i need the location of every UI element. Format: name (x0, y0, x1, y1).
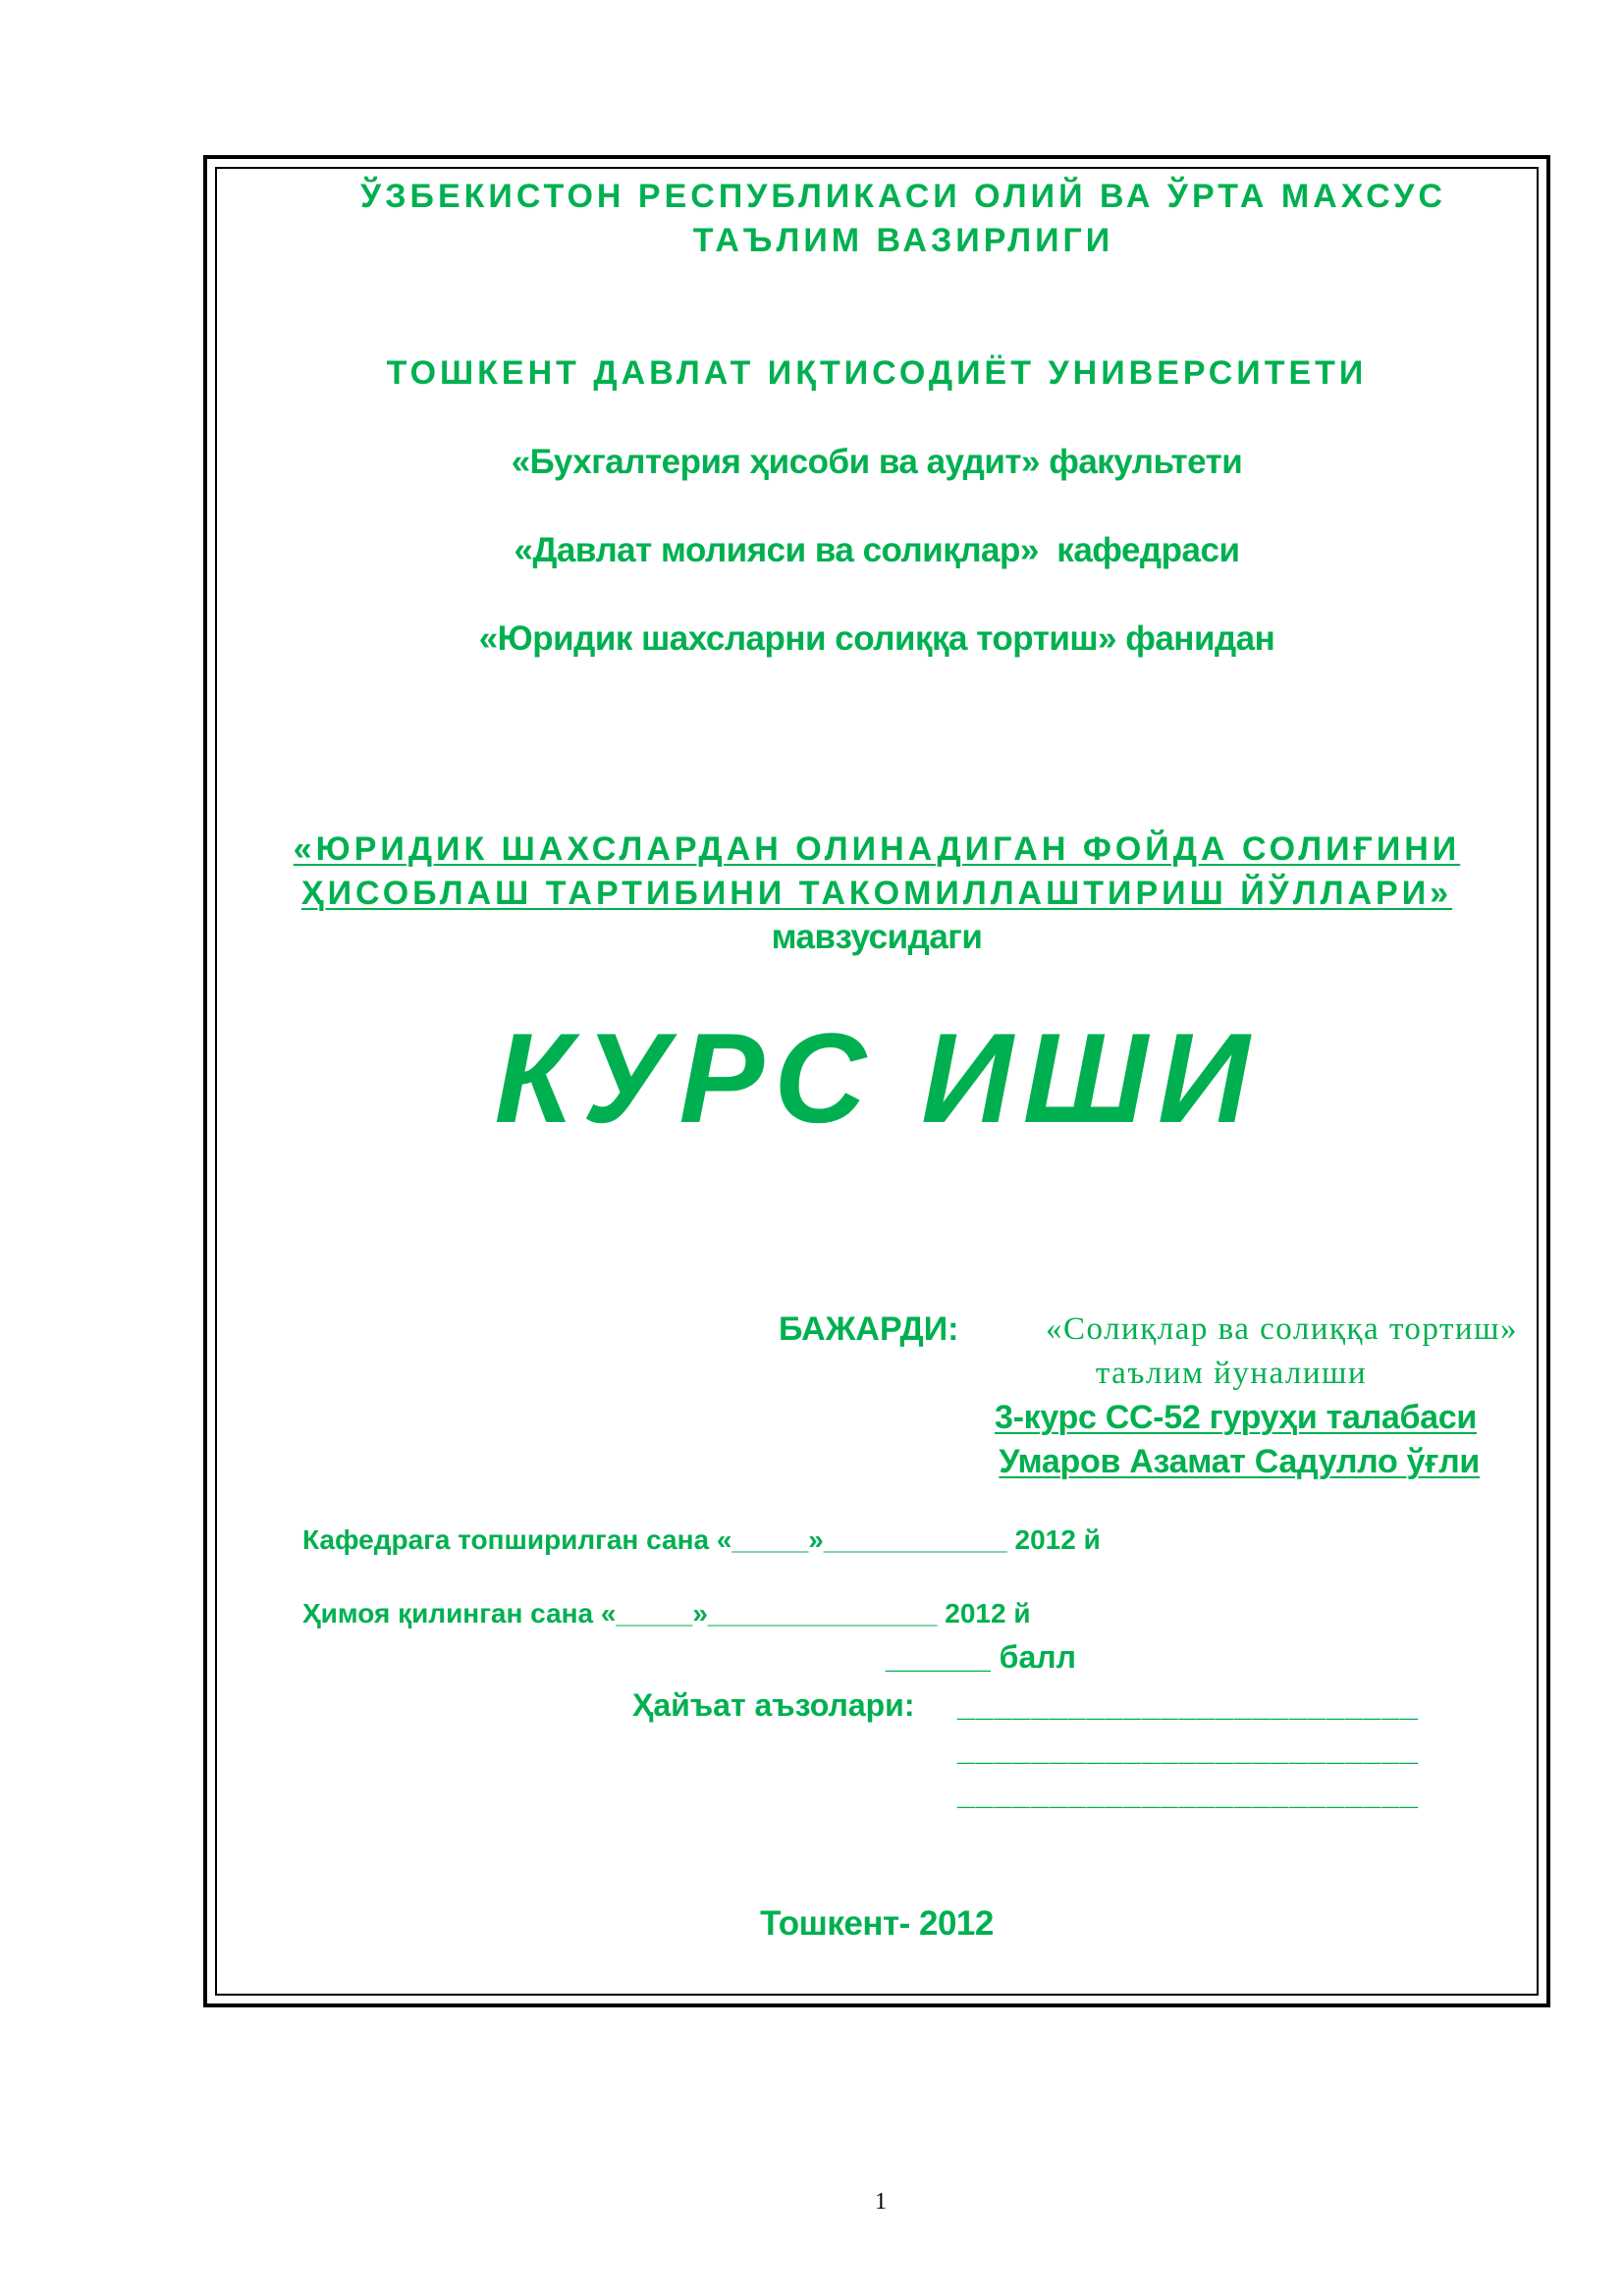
topic-line-1: «ЮРИДИК ШАХСЛАРДАН ОЛИНАДИГАН ФОЙДА СОЛИҒИНИ (293, 830, 1461, 868)
defense-date-line: Ҳимоя қилинган сана «_____»_______________ 2012 й (302, 1598, 1031, 1629)
committee-signature-line: _________________________ (957, 1776, 1419, 1811)
committee-label: Ҳайъат аъзолари: (632, 1687, 915, 1723)
performed-by-label: БАЖАРДИ: (779, 1310, 959, 1348)
score-line: ______ балл (886, 1639, 1076, 1675)
page-number: 1 (875, 2189, 887, 2215)
study-direction-line-1: «Солиқлар ва солиққа тортиш» (1046, 1311, 1518, 1347)
study-direction-line-2: таълим йуналиши (1095, 1356, 1368, 1391)
topic-line-2: ҲИСОБЛАШ ТАРТИБИНИ ТАКОМИЛЛАШТИРИШ ЙЎЛЛАРИ» (300, 875, 1453, 912)
university-name: ТОШКЕНТ ДАВЛАТ ИҚТИСОДИЁТ УНИВЕРСИТЕТИ (386, 354, 1368, 392)
city-year: Тошкент- 2012 (760, 1904, 994, 1943)
committee-signature-line: _________________________ (957, 1687, 1419, 1723)
faculty-name: «Бухгалтерия ҳисоби ва аудит» факультети (511, 443, 1243, 481)
ministry-line-2: ТАЪЛИМ ВАЗИРЛИГИ (692, 222, 1114, 259)
topic-suffix: мавзусидаги (771, 918, 983, 956)
department-name: «Давлат молияси ва солиқлар» кафедраси (514, 531, 1240, 569)
subject-name: «Юридик шахсларни солиққа тортиш» фанидан (478, 619, 1275, 658)
ministry-line-1: ЎЗБЕКИСТОН РЕСПУБЛИКАСИ ОЛИЙ ВА ЎРТА МАХСУС (360, 178, 1446, 215)
student-group: 3-курс СС-52 гуруҳи талабаси (994, 1399, 1477, 1436)
submission-date-line: Кафедрага топширилган сана «_____»____________ 2012 й (302, 1524, 1101, 1555)
committee-signature-line: _________________________ (957, 1732, 1419, 1767)
work-type-title: КУРС ИШИ (494, 1006, 1260, 1149)
student-name: Умаров Азамат Садулло ўғли (999, 1443, 1480, 1480)
